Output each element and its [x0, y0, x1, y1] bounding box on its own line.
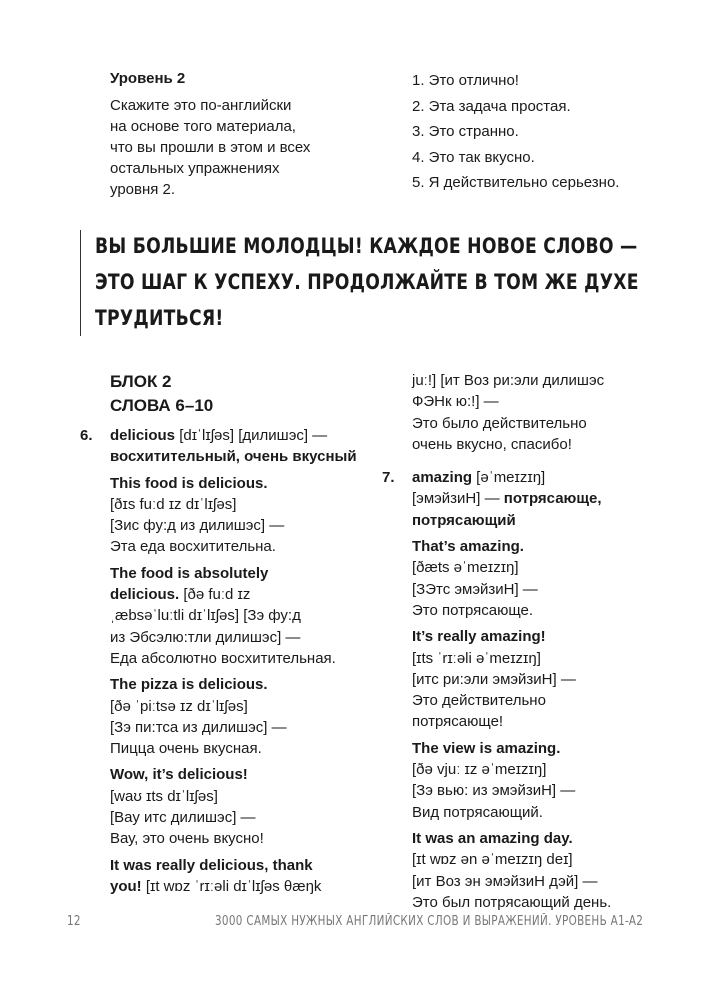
- headword-meaning: потрясающий: [412, 511, 516, 529]
- headword-transcription: [dɪˈlɪʃəs] [дилишэс] —: [175, 427, 328, 444]
- example-reading: [Вау итс дилишэс] —: [110, 809, 256, 827]
- headword: delicious: [110, 427, 176, 444]
- example-english: Wow, it’s delicious!: [110, 766, 248, 784]
- example-transcription: [ðɪs fuːd ɪz dɪˈlɪʃəs]: [110, 495, 237, 513]
- example-transcription: [ðə ˈpiːtsə ɪz dɪˈlɪʃəs]: [110, 697, 248, 715]
- example-transcription: ˌæbsəˈluːtli dɪˈlɪʃəs] [Зэ фу:д: [110, 607, 301, 625]
- example-english: The pizza is delicious.: [110, 676, 268, 694]
- example-translation: Еда абсолютно восхитительная.: [110, 649, 336, 667]
- example-english: This food is delicious.: [110, 474, 268, 492]
- example-translation: Вау, это очень вкусно!: [110, 830, 264, 848]
- example-english: The food is absolutely: [110, 564, 269, 582]
- continued-transcription: juː!] [ит Воз ри:эли дилишэс: [412, 372, 605, 389]
- motto-line: ЭТО ШАГ К УСПЕХУ. ПРОДОЛЖАЙТЕ В ТОМ ЖЕ ДУХЕ: [95, 270, 639, 294]
- example-english-cont: you!: [110, 877, 142, 895]
- task-item: 3. Это странно.: [412, 123, 519, 141]
- example-english: It’s really amazing!: [412, 628, 546, 646]
- entry-number: 7.: [382, 469, 395, 487]
- headword-meaning: восхитительный, очень вкусный: [110, 448, 357, 466]
- example-transcription: [waʊ ɪts dɪˈlɪʃəs]: [110, 787, 218, 805]
- example-translation: Пицца очень вкусная.: [110, 740, 262, 758]
- level-title: Уровень 2: [110, 70, 186, 87]
- headword-meaning: потрясающе,: [503, 490, 602, 508]
- entry-amazing-column: [382, 370, 672, 913]
- example-translation: Это потрясающе.: [412, 601, 534, 619]
- example-transcription: [ðə vjuː ɪz əˈmeɪzɪŋ]: [412, 761, 547, 779]
- example-reading: [Зэ пи:тса из дилишэс] —: [110, 718, 287, 736]
- example-translation: Вид потрясающий.: [412, 803, 543, 821]
- example-english: The view is amazing.: [412, 739, 561, 757]
- task-item: 1. Это отлично!: [412, 72, 519, 89]
- example-transcription: [ðæts əˈmeɪzɪŋ]: [412, 559, 519, 577]
- task-item: 4. Это так вкусно.: [412, 148, 535, 166]
- motto: [95, 228, 653, 336]
- instruction-line: остальных упражнениях: [110, 160, 280, 177]
- example-reading: [Зэ вью: из эмэйзиН] —: [412, 782, 576, 800]
- task-item: 2. Эта задача простая.: [412, 97, 571, 115]
- entry-number: 6.: [80, 427, 93, 444]
- headword: amazing: [412, 469, 473, 487]
- instruction-line: Скажите это по-английски: [110, 97, 292, 114]
- entry-delicious: [80, 425, 370, 897]
- example-reading: [Зис фу:д из дилишэс] —: [110, 517, 285, 535]
- instruction-line: что вы прошли в этом и всех: [110, 139, 311, 156]
- block-subtitle: СЛОВА 6–10: [110, 396, 214, 415]
- example-english: It was really delicious, thank: [110, 856, 313, 874]
- example-reading: [итс ри:эли эмэйзиН] —: [412, 670, 576, 688]
- example-reading: [ит Воз эн эмэйзиН дэй] —: [412, 872, 598, 890]
- block-heading: [110, 370, 213, 418]
- example-english-cont: delicious.: [110, 586, 180, 604]
- continued-translation: очень вкусно, спасибо!: [412, 435, 572, 453]
- example-reading: [ЗЭтс эмэйзиН] —: [412, 580, 538, 598]
- example-transcription: [ðə fuːd ɪz: [179, 586, 251, 604]
- page-number: 12: [67, 914, 81, 929]
- example-translation: Это действительно: [412, 692, 546, 710]
- example-transcription: [ɪt wɒz ˈrɪːəli dɪˈlɪʃəs θæŋk: [141, 877, 322, 895]
- example-translation: потрясающе!: [412, 713, 504, 731]
- instruction-line: на основе того материала,: [110, 118, 296, 135]
- example-transcription: [ɪts ˈrɪːəli əˈmeɪzɪŋ]: [412, 649, 541, 667]
- motto-divider: [80, 230, 81, 336]
- example-reading: из Эбсэлю:тли дилишэс] —: [110, 628, 301, 646]
- example-transcription: [ɪt wɒz ən əˈmeɪzɪŋ deɪ]: [412, 851, 573, 869]
- headword-reading: [эмэйзиН] —: [412, 490, 504, 508]
- example-english: That’s amazing.: [412, 538, 524, 556]
- instruction-line: уровня 2.: [110, 181, 176, 198]
- task-item: 5. Я действительно серьезно.: [412, 174, 620, 192]
- task-list: [412, 68, 619, 196]
- entry-amazing: [382, 467, 672, 488]
- block-title: БЛОК 2: [110, 372, 172, 391]
- level-instructions: [110, 95, 350, 200]
- example-english: It was an amazing day.: [412, 829, 573, 847]
- motto-line: ВЫ БОЛЬШИЕ МОЛОДЦЫ! КАЖДОЕ НОВОЕ СЛОВО —: [95, 234, 638, 258]
- running-title: 3000 САМЫХ НУЖНЫХ АНГЛИЙСКИХ СЛОВ И ВЫРАЖЕНИЙ. УРОВЕНЬ A1-A2: [215, 914, 644, 929]
- example-translation: Это был потрясающий день.: [412, 893, 612, 911]
- continued-translation: Это было действительно: [412, 414, 587, 432]
- continued-reading: ФЭНк ю:!] —: [412, 393, 499, 411]
- headword-transcription: [əˈmeɪzɪŋ]: [472, 469, 546, 487]
- motto-line: ТРУДИТЬСЯ!: [95, 306, 224, 330]
- example-translation: Эта еда восхитительна.: [110, 538, 276, 556]
